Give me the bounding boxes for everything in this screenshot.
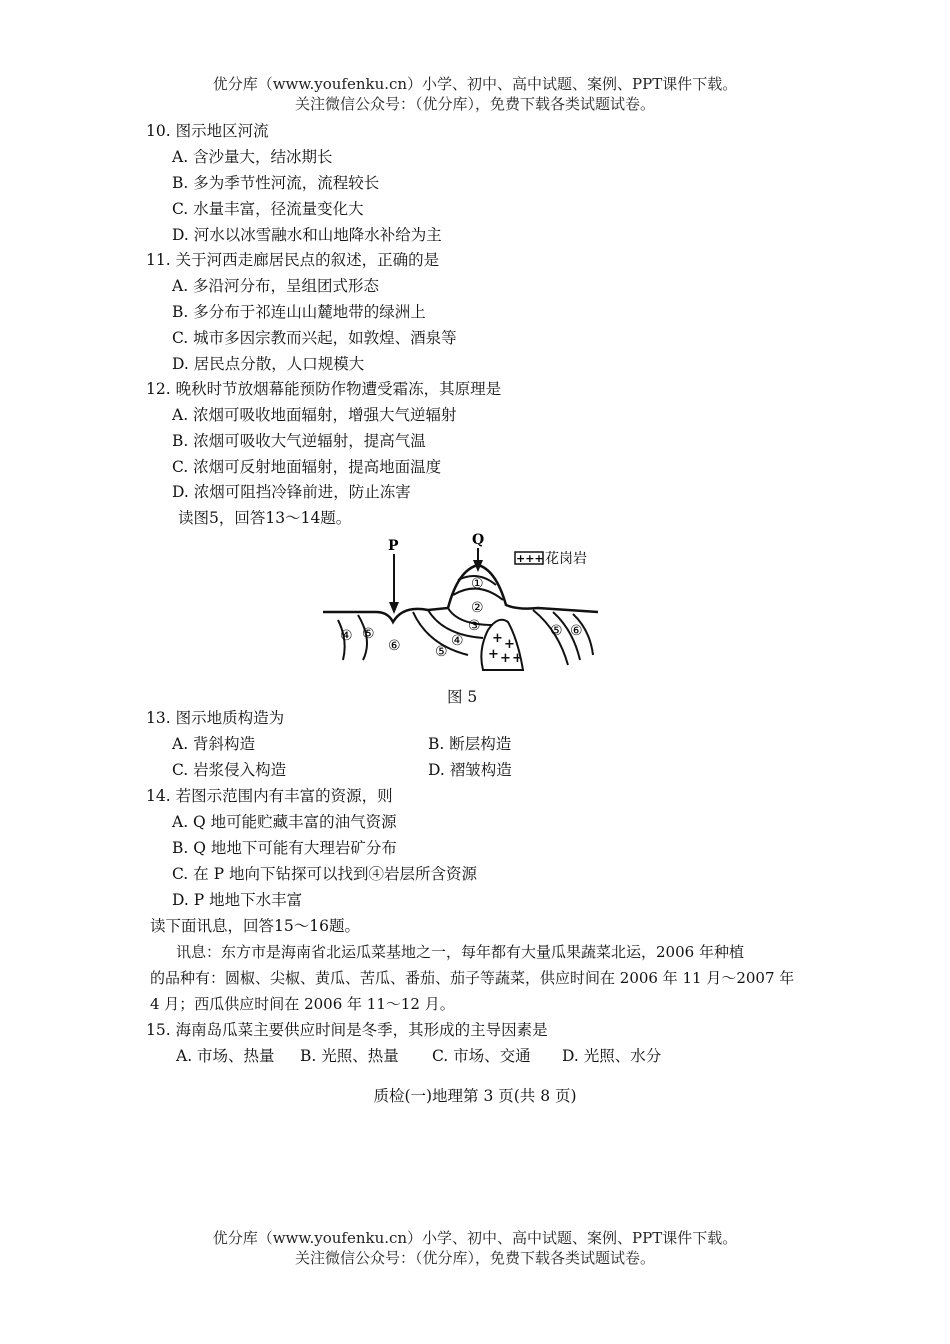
question-14-stem: 14. 若图示范围内有丰富的资源，则 — [146, 787, 393, 805]
question-12-stem: 12. 晚秋时节放烟幕能预防作物遭受霜冻，其原理是 — [146, 380, 502, 398]
question-15-stem: 15. 海南岛瓜菜主要供应时间是冬季，其形成的主导因素是 — [146, 1021, 548, 1039]
label-p: P — [388, 538, 399, 554]
question-13-option-c: C. 岩浆侵入构造 — [172, 761, 287, 779]
instruction-13-14: 读图5，回答13～14题。 — [178, 509, 352, 527]
header-line-2: 关注微信公众号：（优分库），免费下载各类试题试卷。 — [294, 95, 655, 113]
question-10-option-b: B. 多为季节性河流，流程较长 — [172, 174, 380, 192]
question-13-stem: 13. 图示地质构造为 — [146, 709, 285, 727]
question-15-option-b: B. 光照、热量 — [300, 1047, 399, 1065]
question-13-option-a: A. 背斜构造 — [172, 735, 256, 753]
label-q: Q — [472, 532, 485, 548]
question-10-option-c: C. 水量丰富，径流量变化大 — [172, 200, 364, 218]
svg-text:+: + — [504, 637, 515, 652]
figure-caption: 图 5 — [447, 688, 478, 706]
question-12-option-b: B. 浓烟可吸收大气逆辐射，提高气温 — [172, 432, 426, 450]
page-footer: 质检(一)地理第 3 页(共 8 页) — [373, 1087, 577, 1105]
question-14-option-a: A. Q 地可能贮藏丰富的油气资源 — [172, 813, 397, 831]
layer-label-2: ② — [471, 600, 484, 616]
ground-surface — [323, 565, 598, 622]
arrow-p-head — [389, 602, 399, 614]
question-12-option-c: C. 浓烟可反射地面辐射，提高地面温度 — [172, 458, 442, 476]
question-15-option-a: A. 市场、热量 — [176, 1047, 275, 1065]
question-15-option-c: C. 市场、交通 — [432, 1047, 531, 1065]
layer-label-6-right: ⑥ — [570, 623, 583, 639]
layer-label-6-left: ⑥ — [388, 638, 401, 654]
question-13-option-d: D. 褶皱构造 — [428, 761, 512, 779]
layer-label-4-left: ④ — [340, 628, 353, 644]
question-14-option-c: C. 在 P 地向下钻探可以找到④岩层所含资源 — [172, 865, 477, 883]
question-13-option-b: B. 断层构造 — [428, 735, 512, 753]
layer-label-5-center: ⑤ — [435, 644, 448, 660]
question-10-option-d: D. 河水以冰雪融水和山地降水补给为主 — [172, 226, 442, 244]
question-14-option-b: B. Q 地地下可能有大理岩矿分布 — [172, 839, 397, 857]
instruction-15-16: 读下面讯息，回答15～16题。 — [150, 917, 360, 935]
news-line-2: 的品种有：圆椒、尖椒、黄瓜、苦瓜、番茄、茄子等蔬菜，供应时间在 2006 年 11 月～2007 年 — [150, 969, 795, 987]
question-12-option-d: D. 浓烟可阻挡冷锋前进，防止冻害 — [172, 483, 411, 501]
news-line-3: 4 月；西瓜供应时间在 2006 年 11～12 月。 — [150, 995, 455, 1013]
question-11-stem: 11. 关于河西走廊居民点的叙述，正确的是 — [146, 251, 440, 269]
legend-symbols: +++ — [516, 552, 544, 565]
svg-text:+: + — [500, 651, 511, 666]
layer-label-5-right: ⑤ — [550, 623, 563, 639]
question-11-option-b: B. 多分布于祁连山山麓地带的绿洲上 — [172, 303, 426, 321]
layer-label-4-center: ④ — [451, 633, 464, 649]
header-line-1: 优分库（www.youfenku.cn）小学、初中、高中试题、案例、PPT课件下载。 — [212, 75, 738, 93]
layer-label-3: ③ — [468, 618, 481, 634]
svg-text:+: + — [492, 631, 503, 646]
question-10-option-a: A. 含沙量大，结冰期长 — [172, 148, 333, 166]
question-11-option-c: C. 城市多因宗教而兴起，如敦煌、酒泉等 — [172, 329, 457, 347]
question-15-option-d: D. 光照、水分 — [562, 1047, 662, 1065]
question-11-option-a: A. 多沿河分布，呈组团式形态 — [172, 277, 380, 295]
news-line-1: 讯息：东方市是海南省北运瓜菜基地之一，每年都有大量瓜果蔬菜北运，2006 年种植 — [176, 943, 744, 961]
layer-label-5-left: ⑤ — [362, 626, 375, 642]
question-14-option-d: D. P 地地下水丰富 — [172, 891, 303, 909]
legend-label: 花岗岩 — [545, 551, 587, 567]
layer-label-1: ① — [471, 576, 484, 592]
question-11-option-d: D. 居民点分散，人口规模大 — [172, 355, 365, 373]
bottom-header-line-2: 关注微信公众号：（优分库），免费下载各类试题试卷。 — [294, 1249, 655, 1267]
question-12-option-a: A. 浓烟可吸收地面辐射，增强大气逆辐射 — [172, 406, 457, 424]
svg-text:+: + — [512, 651, 523, 666]
svg-text:+: + — [488, 647, 499, 662]
question-10-stem: 10. 图示地区河流 — [146, 122, 269, 140]
bottom-header-line-1: 优分库（www.youfenku.cn）小学、初中、高中试题、案例、PPT课件下载。 — [212, 1229, 738, 1247]
geology-cross-section-figure — [318, 530, 628, 680]
